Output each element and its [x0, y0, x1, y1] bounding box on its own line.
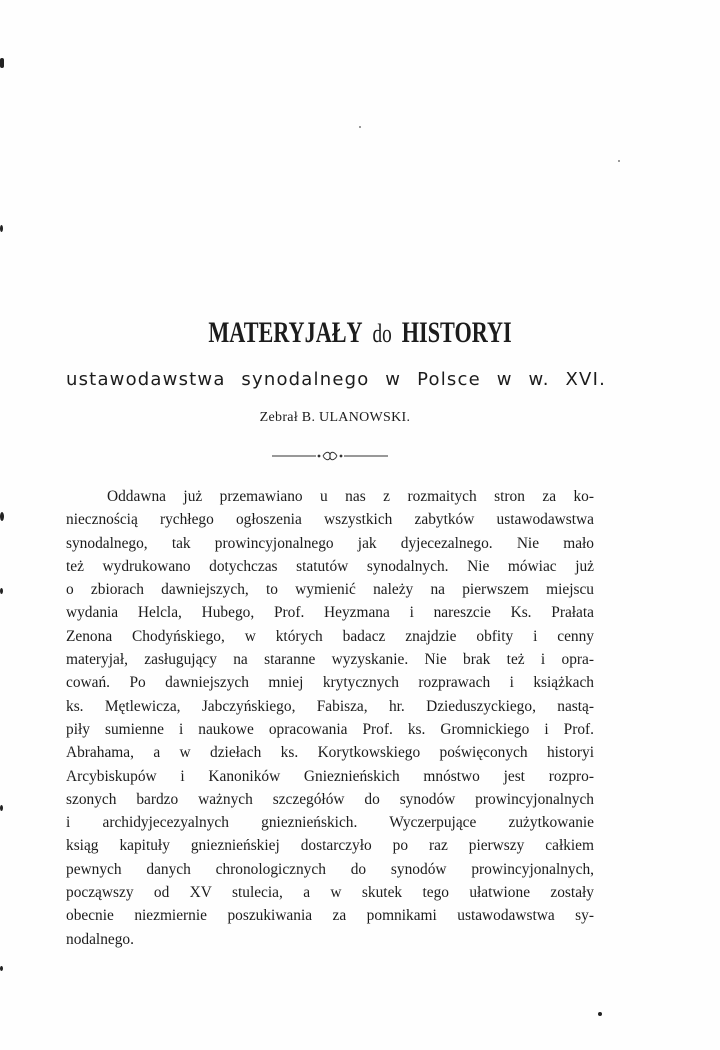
body-line: ksiąg kapituły gnieznieńskiej dostarczyło po raz pierwszy całkiem — [66, 837, 594, 855]
body-line: ks. Mętlewicza, Jabczyńskiego, Fabisza, hr. Dzieduszyckiego, nastą- — [66, 697, 594, 715]
body-line: począwszy od XV stulecia, a w skutek tego ułatwione zostały — [66, 884, 594, 902]
body-line: niecznością rychłego ogłoszenia wszystkich zabytków ustawodawstwa — [66, 511, 594, 529]
body-line: Oddawna już przemawiano u nas z rozmaitych stron za ko- — [107, 488, 594, 505]
body-line: Abrahama, a w dziełach ks. Korytkowskiego poświęconych historyi — [66, 744, 594, 762]
page-speck — [618, 160, 620, 162]
body-line: szonych bardzo ważnych szczegółów do synodów prowincyjonalnych — [66, 790, 594, 808]
body-line: nodalnego. — [66, 930, 134, 948]
margin-speck — [0, 58, 4, 68]
title-word: HISTORYI — [401, 316, 512, 349]
body-line: cowań. Po dawniejszych mniej krytycznych rozprawach i książkach — [66, 674, 594, 692]
body-line: materyjał, zasługujący na staranne wyzyskanie. Nie brak też i opra- — [66, 651, 594, 669]
body-line: piły sumienne i naukowe opracowania Prof. ks. Gromnickiego i Prof. — [66, 720, 594, 738]
title-word: MATERYJAŁY — [208, 316, 363, 349]
body-line: obecnie niezmiernie poszukiwania za pomnikami ustawodawstwa sy- — [66, 907, 594, 925]
margin-speck — [0, 512, 4, 521]
page-speck — [598, 1012, 602, 1016]
body-line: też wydrukowano dotychczas statutów synodalnych. Nie mówiac już — [66, 557, 594, 575]
body-line: i archidyjecezyalnych gnieznieńskich. Wyczerpujące zużytkowanie — [66, 814, 594, 832]
page-speck — [359, 126, 361, 128]
margin-speck — [0, 966, 3, 971]
body-line: synodalnego, tak prowincyjonalnego jak dyjecezalnego. Nie mało — [66, 534, 594, 552]
body-line: o zbiorach dawniejszych, to wymienić należy na pierwszem miejscu — [66, 581, 594, 599]
body-line: Arcybiskupów i Kanoników Gnieznieńskich mnóstwo jest rozpro- — [66, 767, 594, 785]
margin-speck — [0, 588, 3, 594]
body-line: pewnych danych chronologicznych do synodów prowincyjonalnych, — [66, 860, 594, 878]
page-title — [94, 316, 627, 350]
body-line: Zenona Chodyńskiego, w których badacz znajdzie obfity i cenny — [66, 627, 594, 645]
body-line: wydania Helcla, Hubego, Prof. Heyzmana i nareszcie Ks. Prałata — [66, 604, 594, 622]
title-word: do — [372, 319, 392, 348]
compiler-line: Zebrał B. ULANOWSKI. — [259, 410, 411, 425]
margin-speck — [0, 225, 3, 232]
body-text — [66, 485, 594, 951]
margin-speck — [0, 805, 3, 811]
ornament-divider — [272, 450, 388, 462]
subtitle: ustawodawstwa synodalnego w Polsce w w. XVI. — [66, 369, 606, 390]
